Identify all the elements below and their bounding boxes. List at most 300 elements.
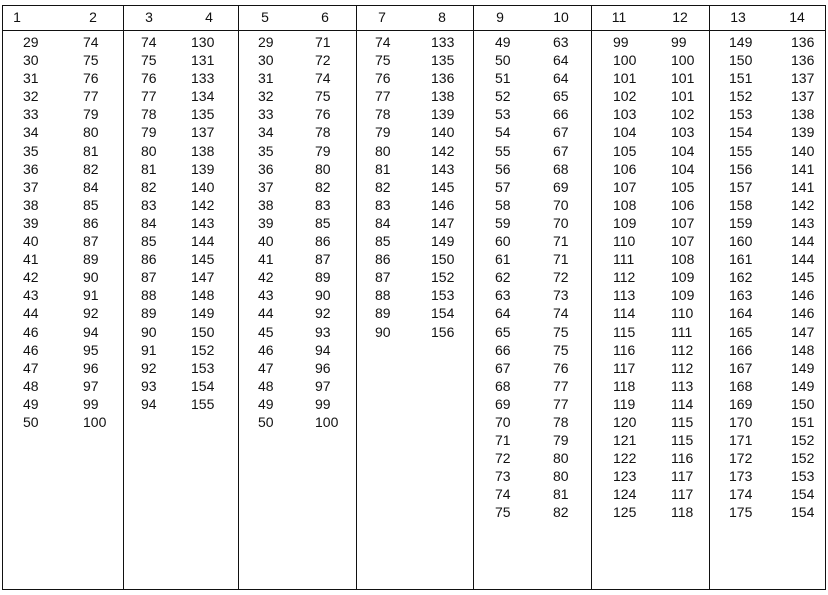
column-header-13: 13 xyxy=(730,9,746,25)
column-13 xyxy=(729,33,752,522)
table-cell: 79 xyxy=(141,124,157,141)
table-cell: 77 xyxy=(375,88,391,105)
table-cell: 154 xyxy=(431,305,455,322)
table-cell: 105 xyxy=(671,178,695,195)
column-header-2: 2 xyxy=(89,9,97,25)
table-cell: 139 xyxy=(191,160,215,177)
table-cell: 147 xyxy=(191,269,215,286)
column-1 xyxy=(23,33,39,431)
column-header-8: 8 xyxy=(438,9,446,25)
table-cell: 99 xyxy=(83,395,99,412)
table-cell: 65 xyxy=(553,88,569,105)
table-cell: 76 xyxy=(141,70,157,87)
table-cell: 112 xyxy=(613,269,636,286)
table-cell: 36 xyxy=(23,160,39,177)
column-9 xyxy=(495,33,511,522)
column-5 xyxy=(258,33,274,431)
table-cell: 72 xyxy=(315,52,331,69)
table-cell: 152 xyxy=(431,269,455,286)
table-cell: 77 xyxy=(83,88,99,105)
table-cell: 114 xyxy=(671,395,694,412)
table-cell: 33 xyxy=(23,106,39,123)
table-cell: 86 xyxy=(83,214,99,231)
table-cell: 117 xyxy=(613,359,636,376)
table-cell: 108 xyxy=(671,251,695,268)
table-cell: 172 xyxy=(729,450,753,467)
column-header-6: 6 xyxy=(321,9,329,25)
table-cell: 138 xyxy=(431,88,455,105)
table-cell: 174 xyxy=(729,486,753,503)
column-8 xyxy=(431,33,454,341)
table-cell: 150 xyxy=(791,395,815,412)
table-cell: 72 xyxy=(495,450,511,467)
table-cell: 75 xyxy=(495,504,511,521)
table-cell: 85 xyxy=(315,214,331,231)
table-cell: 83 xyxy=(315,196,331,213)
table-cell: 140 xyxy=(791,142,815,159)
table-cell: 40 xyxy=(258,233,274,250)
table-cell: 46 xyxy=(23,341,39,358)
table-cell: 154 xyxy=(791,486,815,503)
table-cell: 41 xyxy=(23,251,39,268)
table-cell: 104 xyxy=(613,124,637,141)
table-cell: 89 xyxy=(375,305,391,322)
table-cell: 115 xyxy=(671,432,694,449)
table-cell: 67 xyxy=(495,359,511,376)
table-cell: 36 xyxy=(258,160,274,177)
table-cell: 67 xyxy=(553,124,569,141)
table-cell: 31 xyxy=(258,70,274,87)
table-cell: 144 xyxy=(791,233,815,250)
table-cell: 48 xyxy=(258,377,274,394)
table-cell: 133 xyxy=(431,34,455,50)
table-cell: 64 xyxy=(495,305,511,322)
table-cell: 103 xyxy=(671,124,695,141)
table-cell: 154 xyxy=(191,377,215,394)
pair-divider-5 xyxy=(591,6,592,589)
table-cell: 102 xyxy=(671,106,695,123)
table-cell: 106 xyxy=(671,196,695,213)
table-cell: 162 xyxy=(729,269,753,286)
table-cell: 43 xyxy=(258,287,274,304)
table-cell: 47 xyxy=(23,359,39,376)
table-cell: 150 xyxy=(729,52,753,69)
table-cell: 122 xyxy=(613,450,637,467)
table-cell: 165 xyxy=(729,323,753,340)
table-cell: 147 xyxy=(791,323,815,340)
table-cell: 100 xyxy=(83,413,107,430)
table-cell: 81 xyxy=(83,142,99,159)
table-cell: 117 xyxy=(671,486,694,503)
table-cell: 137 xyxy=(791,70,815,87)
table-cell: 142 xyxy=(431,142,455,159)
table-cell: 100 xyxy=(671,52,695,69)
table-cell: 154 xyxy=(729,124,753,141)
table-cell: 50 xyxy=(258,413,274,430)
column-header-3: 3 xyxy=(145,9,153,25)
table-cell: 152 xyxy=(729,88,753,105)
table-cell: 88 xyxy=(141,287,157,304)
table-cell: 141 xyxy=(791,178,815,195)
table-cell: 78 xyxy=(141,106,157,123)
pair-divider-1 xyxy=(123,6,124,589)
table-cell: 63 xyxy=(495,287,511,304)
table-cell: 75 xyxy=(315,88,331,105)
table-cell: 82 xyxy=(315,178,331,195)
column-header-7: 7 xyxy=(378,9,386,25)
table-cell: 88 xyxy=(375,287,391,304)
table-cell: 78 xyxy=(375,106,391,123)
column-header-4: 4 xyxy=(205,9,213,25)
pair-divider-2 xyxy=(238,6,239,589)
table-cell: 50 xyxy=(23,413,39,430)
table-cell: 89 xyxy=(141,305,157,322)
column-header-9: 9 xyxy=(496,9,504,25)
table-cell: 75 xyxy=(375,52,391,69)
table-cell: 146 xyxy=(431,196,455,213)
table-cell: 109 xyxy=(613,214,637,231)
table-cell: 58 xyxy=(495,196,511,213)
table-cell: 153 xyxy=(729,106,753,123)
table-cell: 118 xyxy=(613,377,636,394)
table-cell: 70 xyxy=(553,196,569,213)
table-cell: 149 xyxy=(791,377,815,394)
table-cell: 39 xyxy=(258,214,274,231)
column-header-10: 10 xyxy=(553,9,569,25)
table-cell: 96 xyxy=(83,359,99,376)
table-cell: 171 xyxy=(729,432,753,449)
table-cell: 76 xyxy=(553,359,569,376)
table-cell: 147 xyxy=(431,214,455,231)
table-cell: 48 xyxy=(23,377,39,394)
table-cell: 145 xyxy=(191,251,215,268)
table-cell: 152 xyxy=(791,432,815,449)
table-cell: 80 xyxy=(375,142,391,159)
table-cell: 81 xyxy=(553,486,569,503)
table-cell: 143 xyxy=(791,214,815,231)
table-cell: 65 xyxy=(495,323,511,340)
table-cell: 152 xyxy=(791,450,815,467)
table-cell: 112 xyxy=(671,359,694,376)
table-cell: 154 xyxy=(791,504,815,521)
table-cell: 146 xyxy=(791,305,815,322)
table-cell: 136 xyxy=(431,70,455,87)
table-cell: 83 xyxy=(141,196,157,213)
table-cell: 135 xyxy=(191,106,215,123)
table-cell: 117 xyxy=(671,468,694,485)
table-cell: 110 xyxy=(671,305,694,322)
table-cell: 74 xyxy=(553,305,569,322)
table-cell: 111 xyxy=(613,251,635,268)
table-cell: 118 xyxy=(671,504,694,521)
table-cell: 90 xyxy=(83,269,99,286)
table-cell: 97 xyxy=(83,377,99,394)
table-cell: 153 xyxy=(191,359,215,376)
table-cell: 44 xyxy=(258,305,274,322)
table-cell: 82 xyxy=(141,178,157,195)
column-4 xyxy=(191,33,214,413)
table-cell: 100 xyxy=(315,413,339,430)
table-cell: 90 xyxy=(375,323,391,340)
table-cell: 71 xyxy=(553,233,569,250)
table-cell: 30 xyxy=(23,52,39,69)
table-cell: 144 xyxy=(191,233,215,250)
table-cell: 47 xyxy=(258,359,274,376)
column-2 xyxy=(83,33,106,431)
table-cell: 141 xyxy=(791,160,815,177)
table-cell: 116 xyxy=(613,341,636,358)
table-cell: 153 xyxy=(431,287,455,304)
table-cell: 139 xyxy=(791,124,815,141)
table-cell: 169 xyxy=(729,395,753,412)
table-cell: 152 xyxy=(191,341,215,358)
table-cell: 80 xyxy=(83,124,99,141)
table-cell: 64 xyxy=(553,70,569,87)
table-cell: 90 xyxy=(315,287,331,304)
table-cell: 112 xyxy=(671,341,694,358)
table-cell: 80 xyxy=(553,468,569,485)
table-cell: 82 xyxy=(375,178,391,195)
table-cell: 81 xyxy=(141,160,157,177)
table-cell: 81 xyxy=(375,160,391,177)
table-cell: 94 xyxy=(141,395,157,412)
column-3 xyxy=(141,33,157,413)
table-cell: 77 xyxy=(141,88,157,105)
table-cell: 91 xyxy=(83,287,99,304)
table-cell: 144 xyxy=(791,251,815,268)
table-cell: 32 xyxy=(258,88,274,105)
table-cell: 115 xyxy=(613,323,636,340)
table-cell: 155 xyxy=(729,142,753,159)
table-cell: 87 xyxy=(141,269,157,286)
table-cell: 66 xyxy=(553,106,569,123)
table-cell: 115 xyxy=(671,413,694,430)
table-cell: 79 xyxy=(83,106,99,123)
table-cell: 69 xyxy=(553,178,569,195)
table-cell: 148 xyxy=(191,287,215,304)
table-cell: 89 xyxy=(315,269,331,286)
table-cell: 79 xyxy=(553,432,569,449)
table-cell: 80 xyxy=(315,160,331,177)
table-cell: 66 xyxy=(495,341,511,358)
table-cell: 50 xyxy=(495,52,511,69)
table-cell: 43 xyxy=(23,287,39,304)
table-cell: 77 xyxy=(553,377,569,394)
table-cell: 68 xyxy=(553,160,569,177)
table-cell: 163 xyxy=(729,287,753,304)
table-cell: 110 xyxy=(613,233,636,250)
table-cell: 49 xyxy=(495,34,511,50)
table-cell: 140 xyxy=(191,178,215,195)
table-cell: 75 xyxy=(83,52,99,69)
table-cell: 151 xyxy=(791,413,815,430)
table-cell: 96 xyxy=(315,359,331,376)
table-cell: 170 xyxy=(729,413,753,430)
table-cell: 138 xyxy=(191,142,215,159)
table-cell: 109 xyxy=(671,269,695,286)
column-7 xyxy=(375,33,391,341)
table-cell: 90 xyxy=(141,323,157,340)
table-cell: 78 xyxy=(553,413,569,430)
table-cell: 94 xyxy=(315,341,331,358)
table-cell: 86 xyxy=(315,233,331,250)
table-cell: 143 xyxy=(191,214,215,231)
table-cell: 59 xyxy=(495,214,511,231)
table-cell: 107 xyxy=(671,233,695,250)
table-cell: 33 xyxy=(258,106,274,123)
table-cell: 84 xyxy=(141,214,157,231)
table-cell: 44 xyxy=(23,305,39,322)
table-cell: 71 xyxy=(553,251,569,268)
table-cell: 74 xyxy=(83,34,99,50)
table-cell: 113 xyxy=(613,287,636,304)
table-cell: 99 xyxy=(613,34,629,50)
table-cell: 70 xyxy=(553,214,569,231)
table-cell: 78 xyxy=(315,124,331,141)
table-cell: 101 xyxy=(613,70,637,87)
table-cell: 91 xyxy=(141,341,157,358)
table-cell: 92 xyxy=(83,305,99,322)
table-cell: 139 xyxy=(431,106,455,123)
table-cell: 160 xyxy=(729,233,753,250)
table-cell: 173 xyxy=(729,468,753,485)
table-cell: 116 xyxy=(671,450,694,467)
table-cell: 158 xyxy=(729,196,753,213)
column-header-12: 12 xyxy=(672,9,688,25)
table-cell: 94 xyxy=(83,323,99,340)
pair-divider-6 xyxy=(709,6,710,589)
table-cell: 46 xyxy=(258,341,274,358)
table-cell: 148 xyxy=(791,341,815,358)
table-cell: 155 xyxy=(191,395,215,412)
table-cell: 137 xyxy=(191,124,215,141)
table-cell: 32 xyxy=(23,88,39,105)
table-cell: 99 xyxy=(671,34,687,50)
table-cell: 62 xyxy=(495,269,511,286)
table-cell: 75 xyxy=(141,52,157,69)
table-cell: 83 xyxy=(375,196,391,213)
table-cell: 93 xyxy=(141,377,157,394)
table-cell: 51 xyxy=(495,70,511,87)
table-cell: 85 xyxy=(375,233,391,250)
table-cell: 86 xyxy=(375,251,391,268)
table-cell: 123 xyxy=(613,468,637,485)
table-cell: 54 xyxy=(495,124,511,141)
table-cell: 167 xyxy=(729,359,753,376)
table-cell: 71 xyxy=(495,432,511,449)
table-cell: 119 xyxy=(613,395,636,412)
table-cell: 87 xyxy=(315,251,331,268)
table-cell: 61 xyxy=(495,251,511,268)
table-cell: 121 xyxy=(613,432,637,449)
table-cell: 68 xyxy=(495,377,511,394)
table-cell: 53 xyxy=(495,106,511,123)
conversion-table xyxy=(2,5,826,590)
table-cell: 107 xyxy=(613,178,637,195)
table-cell: 74 xyxy=(375,34,391,50)
table-cell: 101 xyxy=(671,70,695,87)
table-cell: 104 xyxy=(671,142,695,159)
table-cell: 99 xyxy=(315,395,331,412)
table-cell: 34 xyxy=(23,124,39,141)
table-cell: 72 xyxy=(553,269,569,286)
table-cell: 140 xyxy=(431,124,455,141)
table-cell: 87 xyxy=(375,269,391,286)
table-cell: 29 xyxy=(258,34,274,50)
header-divider xyxy=(3,30,825,31)
table-cell: 156 xyxy=(729,160,753,177)
table-cell: 136 xyxy=(791,34,815,50)
table-cell: 101 xyxy=(671,88,695,105)
table-cell: 34 xyxy=(258,124,274,141)
table-cell: 164 xyxy=(729,305,753,322)
table-cell: 145 xyxy=(791,269,815,286)
table-cell: 55 xyxy=(495,142,511,159)
table-cell: 35 xyxy=(23,142,39,159)
table-cell: 46 xyxy=(23,323,39,340)
column-header-14: 14 xyxy=(789,9,805,25)
table-cell: 77 xyxy=(553,395,569,412)
table-cell: 73 xyxy=(553,287,569,304)
table-cell: 125 xyxy=(613,504,637,521)
table-cell: 111 xyxy=(671,323,693,340)
table-cell: 150 xyxy=(431,251,455,268)
table-cell: 95 xyxy=(83,341,99,358)
table-cell: 153 xyxy=(791,468,815,485)
table-cell: 42 xyxy=(258,269,274,286)
table-cell: 100 xyxy=(613,52,637,69)
table-cell: 149 xyxy=(431,233,455,250)
table-cell: 135 xyxy=(431,52,455,69)
table-cell: 76 xyxy=(315,106,331,123)
table-cell: 70 xyxy=(495,413,511,430)
table-cell: 166 xyxy=(729,341,753,358)
table-cell: 149 xyxy=(191,305,215,322)
table-cell: 74 xyxy=(141,34,157,50)
table-cell: 143 xyxy=(431,160,455,177)
table-cell: 161 xyxy=(729,251,753,268)
table-cell: 84 xyxy=(375,214,391,231)
table-cell: 75 xyxy=(553,341,569,358)
table-cell: 60 xyxy=(495,233,511,250)
column-header-11: 11 xyxy=(611,9,627,25)
table-cell: 113 xyxy=(671,377,694,394)
table-cell: 104 xyxy=(671,160,695,177)
table-cell: 87 xyxy=(83,233,99,250)
table-cell: 89 xyxy=(83,251,99,268)
table-cell: 67 xyxy=(553,142,569,159)
table-cell: 93 xyxy=(315,323,331,340)
table-cell: 76 xyxy=(375,70,391,87)
table-cell: 80 xyxy=(553,450,569,467)
table-cell: 136 xyxy=(791,52,815,69)
table-cell: 175 xyxy=(729,504,753,521)
table-cell: 134 xyxy=(191,88,215,105)
table-cell: 38 xyxy=(23,196,39,213)
table-cell: 146 xyxy=(791,287,815,304)
table-cell: 76 xyxy=(83,70,99,87)
table-cell: 130 xyxy=(191,34,215,50)
column-6 xyxy=(315,33,338,431)
table-cell: 149 xyxy=(791,359,815,376)
table-cell: 79 xyxy=(375,124,391,141)
table-cell: 159 xyxy=(729,214,753,231)
table-cell: 74 xyxy=(315,70,331,87)
table-cell: 29 xyxy=(23,34,39,50)
table-cell: 30 xyxy=(258,52,274,69)
table-cell: 137 xyxy=(791,88,815,105)
table-cell: 120 xyxy=(613,413,637,430)
